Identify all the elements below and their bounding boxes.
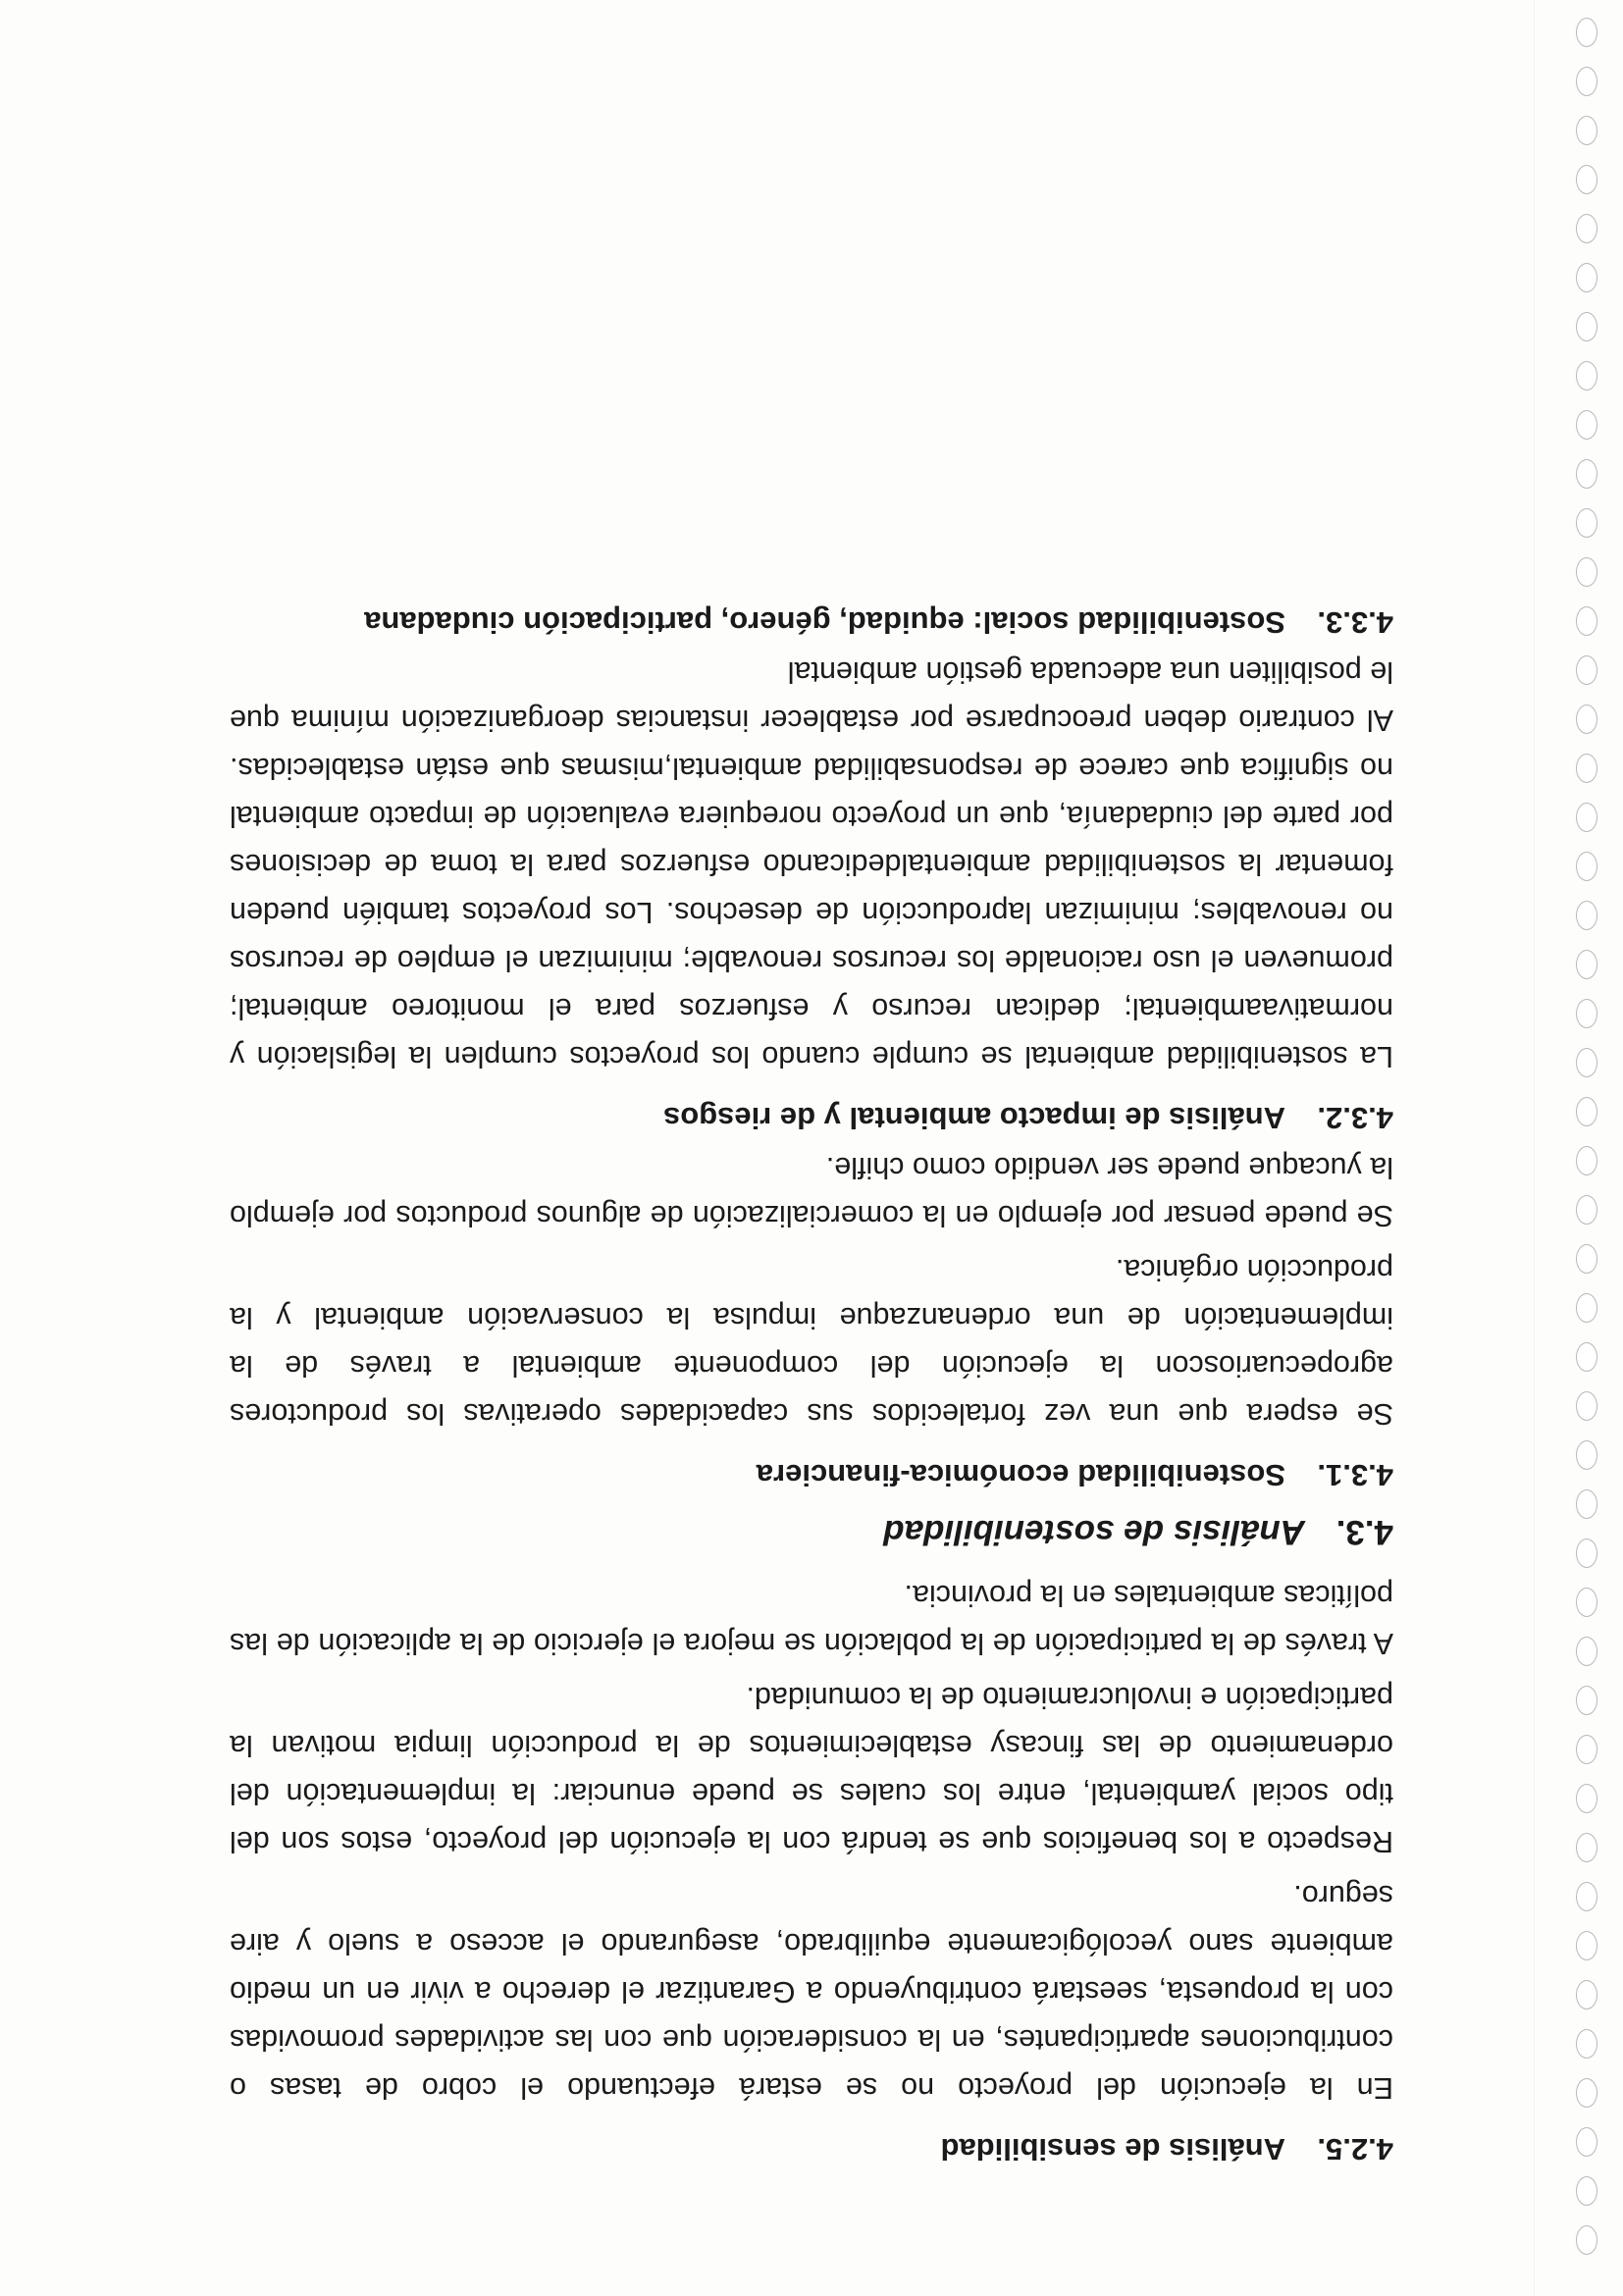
binding-hole <box>1576 165 1597 194</box>
binding-hole <box>1576 2176 1597 2206</box>
binding-hole <box>1576 1735 1597 1764</box>
section-title: Análisis de impacto ambiental y de riesgos <box>663 1101 1285 1135</box>
paragraph: Se puede pensar por ejemplo en la comercialización de algunos productos por ejemplo la yucaque puede ser vendido como chifle. <box>230 1151 1393 1232</box>
binding-hole <box>1576 2225 1597 2255</box>
rotated-content <box>230 128 1393 2168</box>
paragraph: Respecto a los beneficios que se tendrá con la ejecución del proyecto, estos son del tipo social yambiental, entre los cuales se puede enunciar: la implementación del ordenamiento de las fincasy establecimientos de la producción limpia motivan la participación e involucramiento de la comunidad. <box>230 1681 1393 1858</box>
binding-hole <box>1576 1882 1597 1911</box>
paragraph: A través de la participación de la población se mejora el ejercicio de la aplicación de las políticas ambientales en la provincia. <box>230 1579 1393 1660</box>
binding-hole <box>1576 803 1597 832</box>
paragraph: En la ejecución del proyecto no se estará efectuando el cobro de tasas o contribuciones aparticipantes, en la consideración que con las actividades promovidas con la propuesta, seestará contribuyendo a Garantizar el derecho a vivir en un medio ambiente sano yecológicamente equilibrado, asegurando el acceso a suelo y aire seguro. <box>230 1879 1393 2105</box>
binding-hole <box>1576 1293 1597 1323</box>
binding-hole <box>1576 508 1597 538</box>
section-heading-4-3-1 <box>230 1455 1393 1494</box>
section-heading-4-3-2 <box>230 1098 1393 1137</box>
binding-hole <box>1576 1833 1597 1862</box>
section-number: 4.2.5. <box>1317 2132 1393 2166</box>
binding-hole <box>1576 18 1597 47</box>
binding-hole <box>1576 1342 1597 1372</box>
binding-hole <box>1576 361 1597 391</box>
binding-hole <box>1576 67 1597 96</box>
binding-hole <box>1576 1686 1597 1715</box>
binding-hole <box>1576 606 1597 636</box>
section-number: 4.3.2. <box>1317 1101 1393 1135</box>
binding-hole <box>1576 999 1597 1028</box>
paragraph: Se espera que una vez fortalecidos sus capacidades operativas los productores agropecuarioscon la ejecución del componente ambiental a través de la implementación de una ordenanzaque impulsa la conservación ambiental y la producción orgánica. <box>230 1253 1393 1431</box>
binding-hole <box>1576 2029 1597 2059</box>
binding-hole <box>1576 1980 1597 2009</box>
paragraph: La sostenibilidad ambiental se cumple cuando los proyectos cumplen la legislación y normativaambiental; dedican recurso y esfuerzos para el monitoreo ambiental; promueven el uso racionalde los recursos renovable; minimizan el empleo de recursos no renovables; minimizan laproducción de desechos. Los proyectos también pueden fomentar la sostenibilidad ambientaldedicando esfuerzos para la toma de decisiones por parte del ciudadanía, que un proyecto norequiera evaluación de impacto ambiental no significa que carece de responsabilidad ambiental,mismas que están establecidas. Al contrario deben preocuparse por establecer instancias deorganización mínima que le posibiliten una adecuada gestión ambiental <box>230 655 1393 1073</box>
binding-hole <box>1576 754 1597 783</box>
binding-hole <box>1576 1588 1597 1617</box>
binding-hole <box>1576 704 1597 734</box>
binding-hole <box>1576 901 1597 930</box>
binding-hole <box>1576 1097 1597 1126</box>
binding-hole <box>1576 1539 1597 1568</box>
section-heading-4-2-5 <box>230 2129 1393 2168</box>
document-body <box>230 585 1393 2168</box>
binding-holes <box>1576 18 1605 2284</box>
section-title: Análisis de sostenibilidad <box>883 1513 1305 1551</box>
section-title: Sostenibilidad social: equidad, género, participación ciudadana <box>364 605 1285 640</box>
binding-hole <box>1576 1195 1597 1225</box>
binding-hole <box>1576 263 1597 292</box>
binding-hole <box>1576 1931 1597 1960</box>
binding-hole <box>1576 410 1597 440</box>
binding-hole <box>1576 1146 1597 1175</box>
binding-hole <box>1576 1391 1597 1421</box>
binding-hole <box>1576 2078 1597 2108</box>
section-heading-4-3-3 <box>230 602 1393 642</box>
section-number: 4.3. <box>1335 1513 1393 1551</box>
section-heading-4-3 <box>230 1512 1393 1551</box>
binding-hole <box>1576 459 1597 489</box>
binding-hole <box>1576 1440 1597 1470</box>
binding-hole <box>1576 655 1597 685</box>
binding-hole <box>1576 1489 1597 1519</box>
section-number: 4.3.1. <box>1317 1458 1393 1492</box>
binding-hole <box>1576 950 1597 979</box>
page-fold-shadow <box>1534 0 1535 2296</box>
section-number: 4.3.3. <box>1317 605 1393 640</box>
binding-hole <box>1576 116 1597 145</box>
binding-hole <box>1576 1048 1597 1077</box>
binding-hole <box>1576 312 1597 341</box>
binding-hole <box>1576 1637 1597 1666</box>
binding-hole <box>1576 214 1597 243</box>
binding-hole <box>1576 852 1597 881</box>
binding-hole <box>1576 1784 1597 1813</box>
binding-hole <box>1576 1244 1597 1274</box>
section-title: Análisis de sensibilidad <box>940 2132 1285 2166</box>
binding-hole <box>1576 557 1597 587</box>
binding-hole <box>1576 2127 1597 2157</box>
section-title: Sostenibilidad económica-financiera <box>756 1458 1285 1492</box>
